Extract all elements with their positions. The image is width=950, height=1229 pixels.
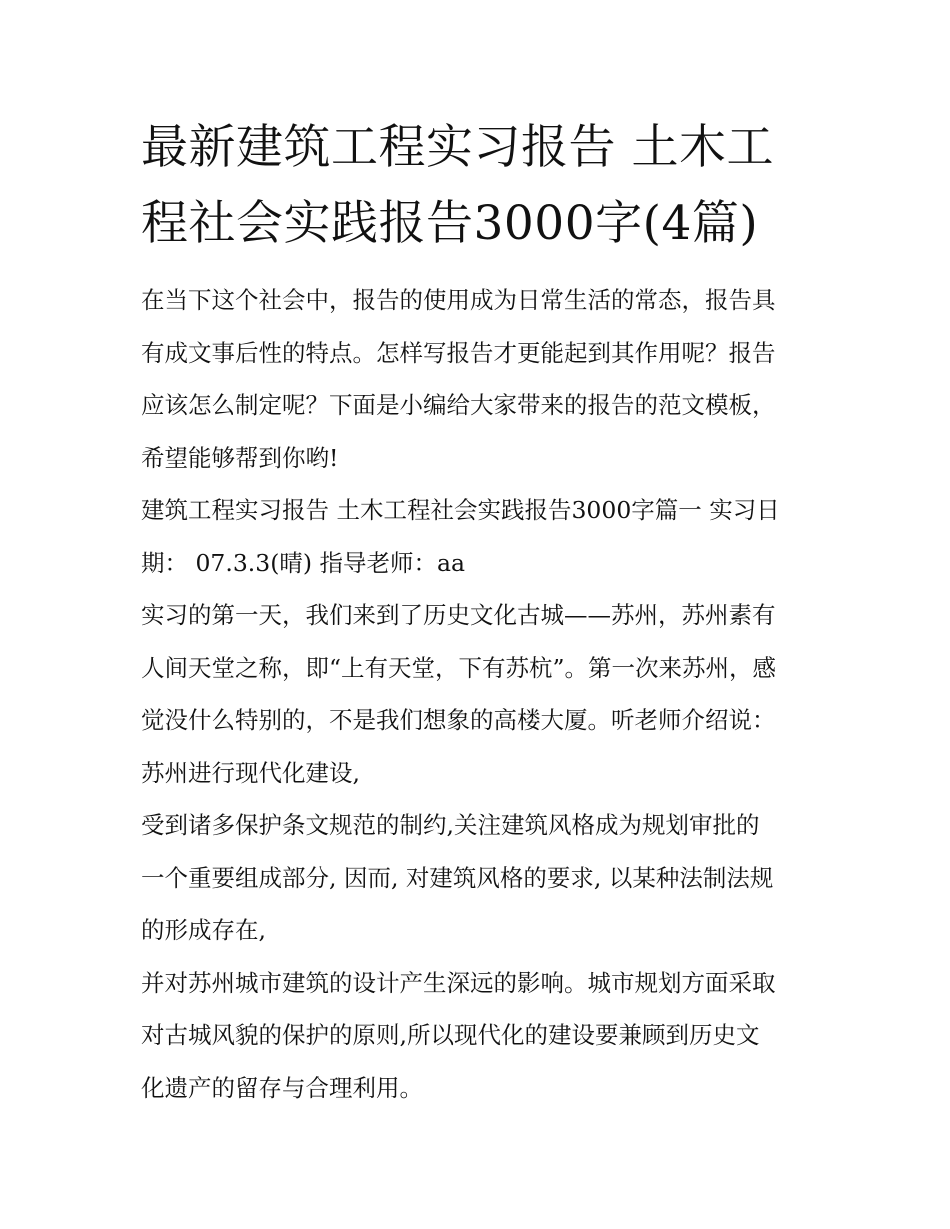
title-line-1: 最新建筑工程实习报告 土木工: [141, 120, 774, 175]
title-line-2: 程社会实践报告3000字(4篇): [141, 196, 759, 251]
text-line: 觉没什么特别的，不是我们想象的高楼大厦。听老师介绍说：: [141, 706, 776, 734]
text-line: 化遗产的留存与合理利用。: [141, 1073, 423, 1102]
text-line: 有成文事后性的特点。怎样写报告才更能起到其作用呢？报告: [141, 338, 776, 367]
text-line: 受到诸多保护条文规范的制约,关注建筑风格成为规划审批的: [141, 811, 760, 839]
text-line: 建筑工程实习报告 土木工程社会实践报告3000字篇一 实习日: [141, 496, 780, 524]
text-line: 期： 07.3.3(晴) 指导老师：aa: [141, 548, 466, 577]
text-line: 并对苏州城市建筑的设计产生深远的影响。城市规划方面采取: [141, 968, 776, 997]
section-heading-paragraph: [141, 484, 821, 589]
text-line: 人间天堂之称，即“上有天堂，下有苏杭”。第一次来苏州，感: [141, 653, 777, 682]
text-line: 苏州进行现代化建设,: [141, 758, 360, 787]
text-line: 在当下这个社会中，报告的使用成为日常生活的常态，报告具: [141, 286, 776, 314]
text-line: 应该怎么制定呢？下面是小编给大家带来的报告的范文模板，: [141, 391, 776, 419]
body-paragraph: [141, 589, 821, 799]
body-paragraph: [141, 799, 821, 957]
text-line: 的形成存在,: [141, 916, 266, 944]
text-line: 对古城风貌的保护的原则,所以现代化的建设要兼顾到历史文: [141, 1021, 760, 1049]
body-paragraph: [141, 957, 821, 1115]
intro-paragraph: [141, 274, 821, 484]
text-line: 希望能够帮到你哟!: [141, 443, 339, 472]
text-line: 实习的第一天，我们来到了历史文化古城——苏州，苏州素有: [141, 601, 776, 629]
document-title: [141, 110, 821, 262]
document-body: [141, 110, 821, 1114]
text-line: 一个重要组成部分, 因而, 对建筑风格的要求, 以某种法制法规: [141, 863, 774, 892]
